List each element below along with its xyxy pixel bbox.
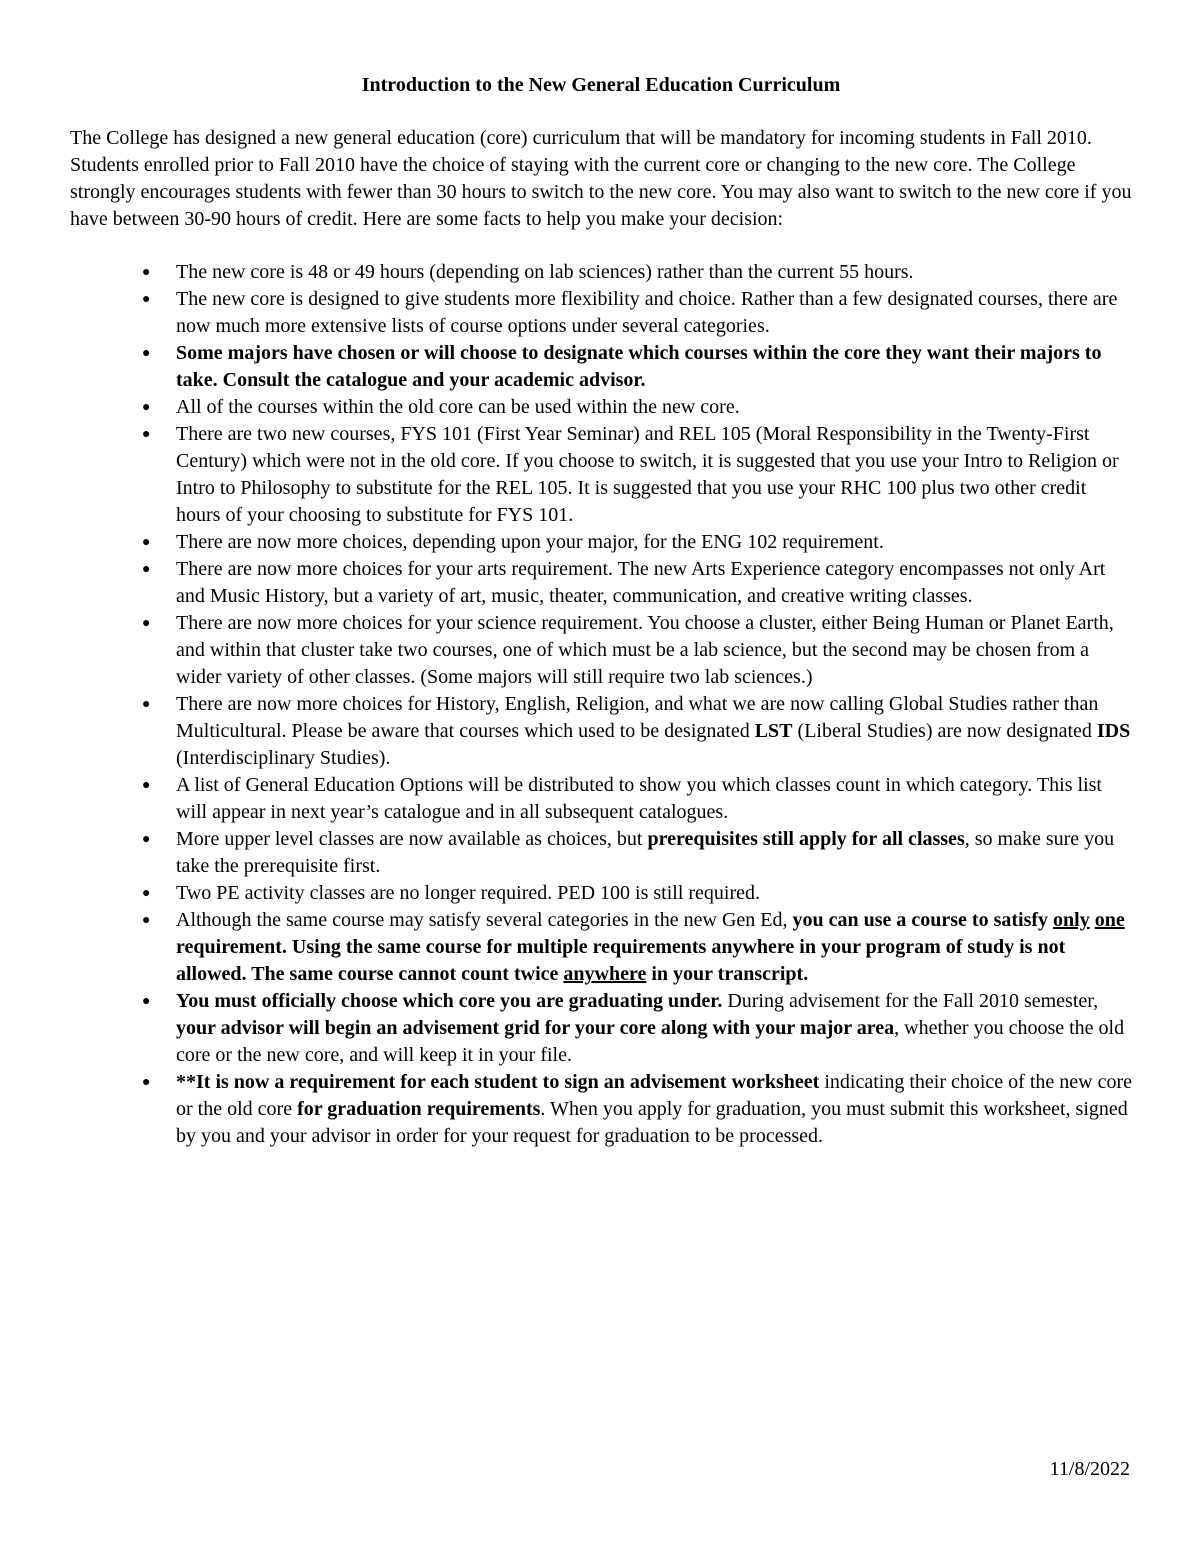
footer-date: 11/8/2022 — [1049, 1458, 1130, 1480]
bullet-icon: ● — [142, 427, 151, 442]
list-item: ● There are two new courses, FYS 101 (First Year Seminar) and REL 105 (Moral Responsibility in the Twenty-First Century) which were not in the old core. If you choose to switch, it is suggested that you use your Intro to Religion or Intro to Philosophy to substitute for the REL 105. It is suggested that you use your RHC 100 plus two other credit hours of your choosing to substitute for FYS 101. — [142, 423, 1119, 526]
list-item: ● You must officially choose which core you are graduating under. During advisement for the Fall 2010 semester, your advisor will begin an advisement grid for your core along with your major area, whether you choose the old core or the new core, and will keep it in your file. — [142, 990, 1125, 1066]
bullet-icon: ● — [142, 994, 151, 1009]
bullet-icon: ● — [142, 616, 151, 631]
list-item: ● **It is now a requirement for each student to sign an advisement worksheet indicating their choice of the new core or the old core for graduation requirements. When you apply for graduation, you must submit this worksheet, signed by you and your advisor in order for your request for graduation to be processed. — [142, 1071, 1132, 1147]
document-title: Introduction to the New General Education Curriculum — [361, 74, 841, 96]
list-item: ● More upper level classes are now available as choices, but prerequisites still apply for all classes, so make sure you take the prerequisite first. — [142, 828, 1115, 877]
bullet-icon: ● — [142, 697, 151, 712]
list-item: ● Some majors have chosen or will choose to designate which courses within the core they want their majors to take. Consult the catalogue and your academic advisor. — [142, 342, 1102, 391]
document-page — [70, 72, 1132, 1150]
list-item: ● There are now more choices for History, English, Religion, and what we are now calling Global Studies rather than Multicultural. Please be aware that courses which used to be designated LST (Liberal Studies) are now designated IDS (Interdisciplinary Studies). — [142, 693, 1131, 769]
list-item: ● The new core is 48 or 49 hours (depending on lab sciences) rather than the current 55 hours. — [70, 259, 1132, 286]
bullet-icon: ● — [142, 400, 151, 415]
bullet-icon: ● — [142, 832, 151, 847]
list-item: ● All of the courses within the old core can be used within the new core. — [70, 394, 1132, 421]
list-item: ● Two PE activity classes are no longer required. PED 100 is still required. — [70, 880, 1132, 907]
list-item: ● There are now more choices, depending upon your major, for the ENG 102 requirement. — [70, 529, 1132, 556]
intro-paragraph: The College has designed a new general education (core) curriculum that will be mandatory for incoming students in Fall 2010. Students enrolled prior to Fall 2010 have the choice of staying with the current core or changing to the new core. The College strongly encourages students with fewer than 30 hours to switch to the new core. You may also want to switch to the new core if you have between 30-90 hours of credit. Here are some facts to help you make your decision: — [70, 127, 1132, 230]
bullet-icon: ● — [142, 265, 151, 280]
bullet-icon: ● — [142, 778, 151, 793]
list-item: ● Although the same course may satisfy several categories in the new Gen Ed, you can use a course to satisfy only one requirement. Using the same course for multiple requirements anywhere in your program of study is not allowed. The same course cannot count twice anywhere in your transcript. — [142, 909, 1125, 985]
bullet-icon: ● — [142, 292, 151, 307]
bullet-icon: ● — [142, 913, 151, 928]
bullet-icon: ● — [142, 346, 151, 361]
bullet-icon: ● — [142, 562, 151, 577]
facts-list — [70, 259, 1132, 1150]
bullet-icon: ● — [142, 1075, 151, 1090]
list-item: ● A list of General Education Options will be distributed to show you which classes count in which category. This list will appear in next year’s catalogue and in all subsequent catalogues. — [142, 774, 1102, 823]
bullet-icon: ● — [142, 535, 151, 550]
list-item: ● There are now more choices for your arts requirement. The new Arts Experience category encompasses not only Art and Music History, but a variety of art, music, theater, communication, and creative writing classes. — [142, 558, 1106, 607]
list-item: ● There are now more choices for your science requirement. You choose a cluster, either Being Human or Planet Earth, and within that cluster take two courses, one of which must be a lab science, but the second may be chosen from a wider variety of other classes. (Some majors will still require two lab sciences.) — [142, 612, 1114, 688]
bullet-icon: ● — [142, 886, 151, 901]
list-item: ● The new core is designed to give students more flexibility and choice. Rather than a few designated courses, there are now much more extensive lists of course options under several categories. — [142, 288, 1118, 337]
